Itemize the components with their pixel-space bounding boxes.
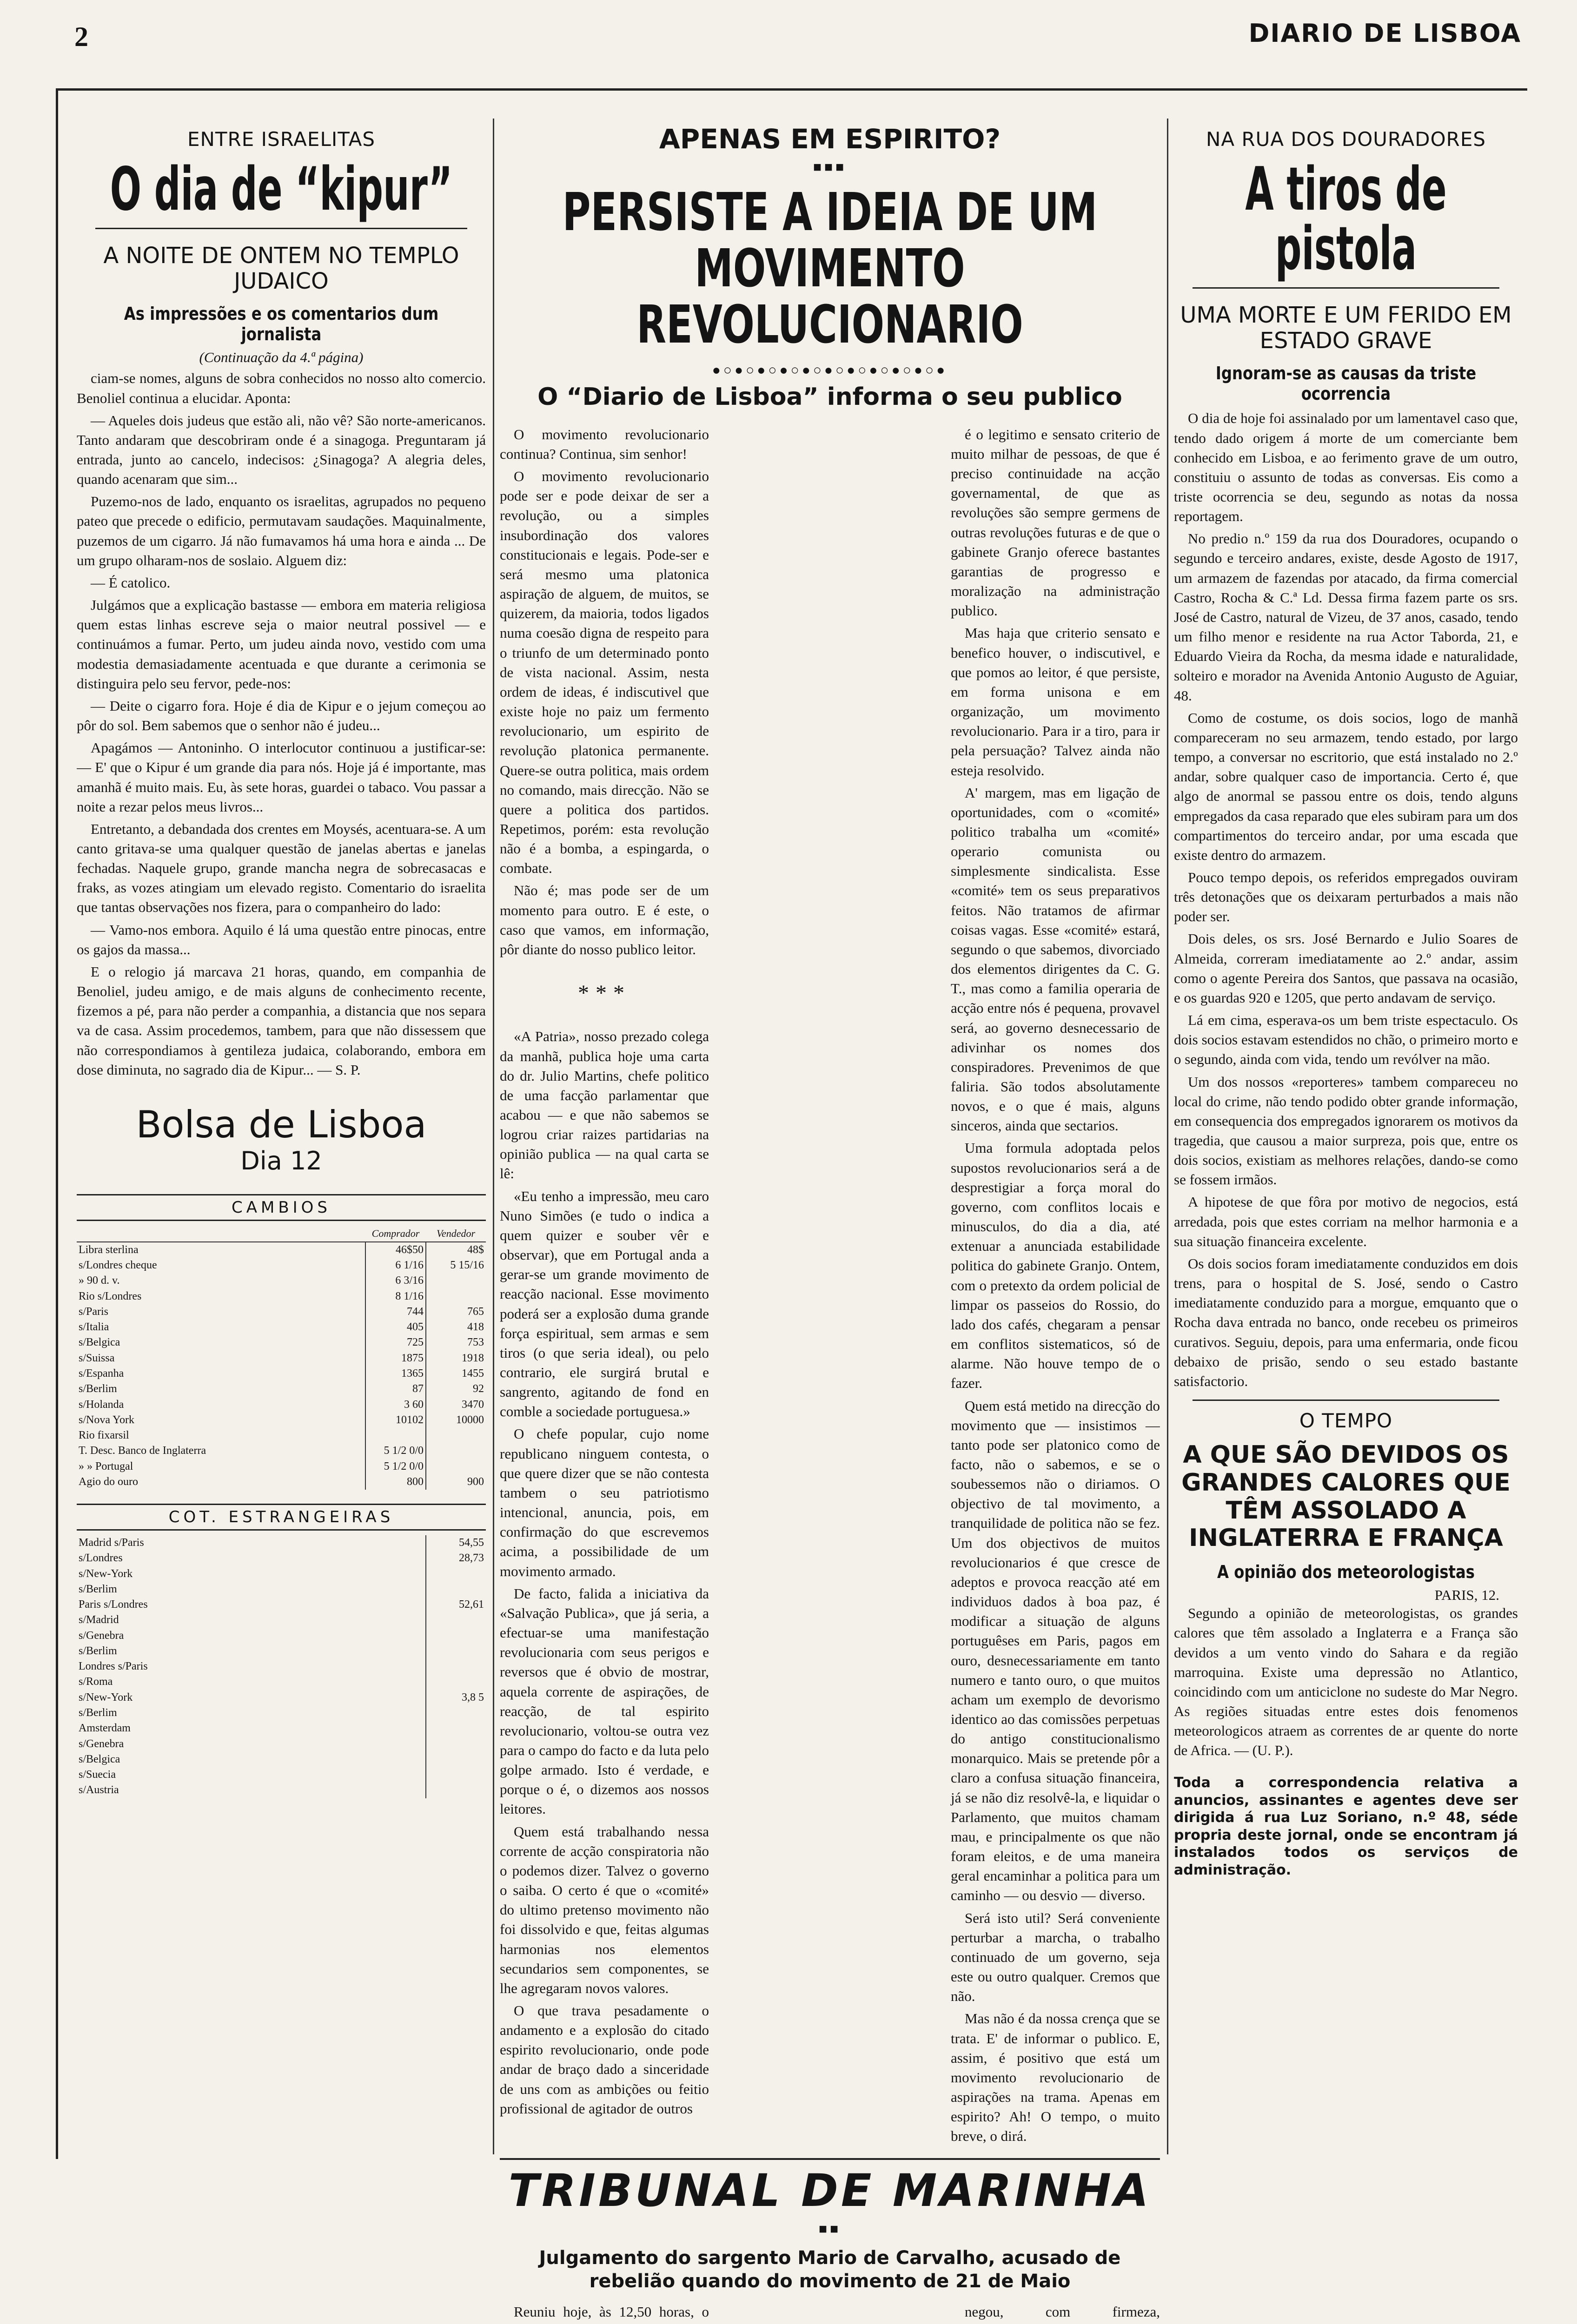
paragraph: O que trava pesadamente o andamento e a explosão do citado espirito revolucionario, onde pode andar de braço dado a sinceridade de uns com as ambições ou feitio profissional de agitador de outros bbox=[500, 2002, 709, 2117]
paragraph: «Eu tenho a impressão, meu caro Nuno Simões (e tudo o indica a quem quizer e souber vêr e observar), que em Portugal anda a gerar-se um grande movimento de reacção nacional. Esse movimento poderá ser a explosão duma grande força espiritual, sem armas e sem tiros (o que seria ideal), ou pelo contrario, ele surgirá brutal e sangrento, agitando de fond en comble a sociedade portuguesa.» bbox=[500, 1188, 709, 1420]
table-row bbox=[77, 1351, 486, 1366]
cell-label: Agio do ouro bbox=[79, 1475, 138, 1488]
tribunal-columns bbox=[500, 2302, 1160, 2324]
table-row bbox=[77, 1597, 486, 1612]
tribunal-deck: Julgamento do sargento Mario de Carvalho, acusado de rebelião quando do movimento de 21 de Maio bbox=[539, 2247, 1121, 2292]
paragraph: Lá em cima, esperava-os um bem triste espectaculo. Os dois socios estavam estendidos no chão, o primeiro morto e o segundo, ainda com vida, tendo um revólver na mão. bbox=[1174, 1012, 1518, 1068]
table-row bbox=[77, 1783, 486, 1798]
table-row bbox=[77, 1628, 486, 1644]
cell-label: s/Italia bbox=[79, 1321, 109, 1334]
paragraph: Mas haja que criterio sensato e benefico houver, o indiscutivel, e que pomos ao leitor, é que persiste, em forma unisona e em organização, um movimento revolucionario. Para ir a tiro, para ir pela persuação? Talvez ainda não esteja resolvido. bbox=[951, 625, 1160, 779]
cell-value: 46$50 bbox=[365, 1242, 426, 1258]
cell-label: Madrid s/Paris bbox=[79, 1537, 144, 1549]
header-comprador: Comprador bbox=[365, 1226, 426, 1242]
cell-value: 753 bbox=[426, 1335, 486, 1350]
tribunal-col-a bbox=[500, 2302, 709, 2324]
table-row bbox=[77, 1659, 486, 1674]
article-col-b bbox=[951, 425, 1160, 2149]
paragraph: Os dois socios foram imediatamente conduzidos em dois trens, para o hospital de S. José, sendo o Castro imediatamente conduzido para a morgue, emquanto que o Rocha dava entrada no banco, onde recebeu os primeiros curativos. Seguiu, depois, para uma enfermaria, onde ficou debaixo de prisão, sendo o seu estado bastante satisfactorio. bbox=[1174, 1255, 1518, 1389]
cell-value: 52,61 bbox=[426, 1597, 486, 1612]
paragraph: Segundo a opinião de meteorologistas, os grandes calores que têm assolado a Inglaterra e a França são devidos a um vento vindo do Sahara e da região marroquina. Existe uma depressão no Atlantico, coincidindo com um anticiclone no sudeste do Mar Negro. As regiões situadas entre estes dois fenomenos meteorologicos atraem as correntes de ar quente do norte de Africa. — (U. P.). bbox=[1174, 1605, 1518, 1759]
estrangeiras-title: COT. ESTRANGEIRAS bbox=[77, 1504, 486, 1531]
column-rule bbox=[1167, 119, 1168, 2154]
headline: O dia de “kipur” bbox=[110, 155, 453, 224]
cell-value: 3 60 bbox=[365, 1397, 426, 1413]
table-row bbox=[77, 1242, 486, 1258]
paragraph: E o relogio já marcava 21 horas, quando, em companhia de Benoliel, judeu amigo, e de mais alguns de conhecimento recente, fizemos a pé, para não perder a companhia, a distancia que nos separa va de casa. Assim procedemos, tambem, para que não dissessem que não correspondiamos à gentileza judaica, colaborando, embora em dose diminuta, no sagrado dia de Kipur... — S. P. bbox=[77, 963, 486, 1078]
cell-label: s/Berlim bbox=[79, 1707, 117, 1719]
cell-value: 1875 bbox=[365, 1351, 426, 1366]
table-row bbox=[77, 1381, 486, 1397]
cell-value bbox=[426, 1783, 486, 1798]
cell-label: » 90 d. v. bbox=[79, 1274, 120, 1287]
paragraph: Reuniu hoje, às 12,50 horas, o bbox=[514, 2304, 709, 2320]
paragraph: No predio n.º 159 da rua dos Douradores, ocupando o segundo e terceiro andares, existe, desde Agosto de 1917, um armazem de fazendas por atacado, da firma comercial Castro, Rocha & C.ª Ld. Dessa firma fazem parte os srs. José de Castro, natural de Vizeu, de 37 anos, casado, tendo um filho menor e residente na rua Actor Taborda, 21, e Eduardo Vieira da Rocha, da mesma idade e naturalidade, solteiro e morador na Avenida Antonio Augusto de Aguiar, 48. bbox=[1174, 530, 1518, 704]
table-row bbox=[77, 1273, 486, 1288]
cell-value bbox=[426, 1443, 486, 1459]
table-row bbox=[77, 1566, 486, 1582]
column-right bbox=[1174, 109, 1518, 2150]
divider bbox=[95, 228, 467, 229]
kicker: NA RUA DOS DOURADORES bbox=[1206, 128, 1486, 151]
cell-value bbox=[426, 1582, 486, 1597]
cell-value: 6 3/16 bbox=[365, 1273, 426, 1288]
table-row bbox=[77, 1459, 486, 1474]
main-headline: PERSISTE A IDEIA DE UM MOVIMENTO REVOLUCIONARIO bbox=[562, 182, 1098, 355]
table-row bbox=[77, 1752, 486, 1767]
page-frame bbox=[56, 88, 1527, 2320]
cambios-table bbox=[77, 1226, 486, 1490]
table-row bbox=[77, 1582, 486, 1597]
cell-label: s/Austria bbox=[79, 1784, 119, 1796]
paragraph: O dia de hoje foi assinalado por um lamentavel caso que, tendo dado origem á morte de um comerciante bem conhecido em Lisboa, e ao ferimento grave de um outro, constituiu o assunto de todas as conversas. Eis como a triste ocorrencia se deu, segundo as notas da nossa reportagem. bbox=[1174, 410, 1518, 525]
cambios-title: CAMBIOS bbox=[77, 1194, 486, 1221]
estrangeiras-table bbox=[77, 1535, 486, 1798]
cell-label: s/Belgica bbox=[79, 1336, 120, 1349]
divider bbox=[1193, 287, 1499, 289]
cell-value: 1365 bbox=[365, 1366, 426, 1381]
cell-label: Londres s/Paris bbox=[79, 1660, 148, 1673]
cell-value bbox=[426, 1736, 486, 1752]
cell-value: 87 bbox=[365, 1381, 426, 1397]
top-bar bbox=[60, 19, 1521, 65]
paragraph: O movimento revolucionario continua? Continua, sim senhor! bbox=[500, 426, 709, 462]
cell-value bbox=[426, 1459, 486, 1474]
table-row bbox=[77, 1644, 486, 1659]
cell-value: 418 bbox=[426, 1320, 486, 1335]
paragraph: Quem está trabalhando nessa corrente de acção conspiratoria não o podemos dizer. Talvez o governo o saiba. O certo é que o «comité» do ultimo pretenso movimento não foi dissolvido e que, feitas algumas harmonias nos elementos secundarios sem componentes, se lhe agregaram novos valores. bbox=[500, 1823, 709, 1996]
ornament: ■■■ bbox=[813, 159, 847, 175]
column-center bbox=[500, 109, 1160, 2324]
cell-value bbox=[426, 1612, 486, 1628]
column-rule bbox=[493, 119, 494, 2154]
cell-label: Rio s/Londres bbox=[79, 1290, 142, 1302]
paragraph: O movimento revolucionario pode ser e pode deixar de ser a revolução, ou a simples insubordinação dos valores constitucionais e legais. Pode-ser e será mesmo uma platonica aspiração de alguem, de muitos, se quizerem, da maioria, todos ligados numa coesão digna de respeito para o triunfo de um determinado ponto de vista nacional. Assim, nesta ordem de ideas, é indiscutivel que existe hoje no paiz um fermento revolucionario, um espirito de revolução platonica permanente. Quere-se outra politica, mais ordem no comando, mais direcção. Não se quere a politica dos partidos. Repetimos, porém: esta revolução não é a bomba, a espingarda, o combate. bbox=[500, 468, 709, 877]
cell-label: s/Berlim bbox=[79, 1583, 117, 1595]
cell-value bbox=[426, 1752, 486, 1767]
paragraph: A' margem, mas em ligação de oportunidades, com o «comité» politico trabalha um «comité» operario comunista ou simplesmente sindicalista. Esse «comité» tem os seus preparativos feitos. Não tratamos de afirmar coisas vagas. Esse «comité» estará, segundo o que sabemos, divorciado dos elementos dirigentes da C. G. T., mas como a familia operaria de acção entre nós é pequena, provavel será, ao governo desnecessario de adivinhar os nomes dos conspiradores. Prevenimos de que faliria. São todos absolutamente novos, e o que é mais, alguns sinceros, ainda que sectarios. bbox=[951, 784, 1160, 1134]
cell-value: 5 1/2 0/0 bbox=[365, 1459, 426, 1474]
table-row bbox=[77, 1690, 486, 1705]
cell-label: s/Belgica bbox=[79, 1753, 120, 1765]
cell-value bbox=[426, 1273, 486, 1288]
cell-value: 3470 bbox=[426, 1397, 486, 1413]
article-body bbox=[77, 369, 486, 1079]
small-headline: Ignoram-se as causas da triste ocorrencia bbox=[1215, 363, 1477, 404]
cell-value: 6 1/16 bbox=[365, 1258, 426, 1273]
cell-value: 800 bbox=[365, 1474, 426, 1490]
cell-value bbox=[426, 1428, 486, 1443]
column-left bbox=[77, 109, 486, 2150]
masthead: DIARIO DE LISBOA bbox=[1248, 19, 1521, 48]
deck: O “Diario de Lisboa” informa o seu publico bbox=[537, 383, 1122, 411]
cell-value: 1918 bbox=[426, 1351, 486, 1366]
header-vendedor: Vendedor bbox=[426, 1226, 486, 1242]
small-headline: As impressões e os comentarios dum jornalista bbox=[124, 304, 439, 345]
paragraph: A hipotese de que fôra por motivo de negocios, está arredada, pois que estes corriam na melhor harmonia e a sua situação financeira excelente. bbox=[1174, 1194, 1518, 1249]
cell-value bbox=[426, 1659, 486, 1674]
cell-label: s/Londres cheque bbox=[79, 1259, 157, 1272]
cell-value: 8 1/16 bbox=[365, 1289, 426, 1304]
table-row bbox=[77, 1258, 486, 1273]
paragraph: Como de costume, os dois socios, logo de manhã compareceram no seu armazem, tendo estado, por largo tempo, a conversar no escritorio, que está instalado no 2.º andar, sobre qualquer caso de importancia. Certo é, que algo de anormal se passou entre os dois, tendo alguns empregados da casa reparado que eles subiram para um dos compartimentos do terceiro andar, por uma escada que existe dentro do armazem. bbox=[1174, 709, 1518, 863]
paragraph: Julgámos que a explicação bastasse — embora em materia religiosa quem estas linhas escreve seja o maior neutral possivel — e continuámos a fumar. Perto, um judeu ainda novo, vestido com uma modestia demasiadamente acentuada e que durante a cerimonia se distinguira pelo seu fervor, pede-nos: bbox=[77, 597, 486, 692]
paragraph: Uma formula adoptada pelos supostos revolucionarios será a de desprestigiar a força moral do governo, com conflitos locais e minusculos, do dia a dia, até extenuar a anunciada estabilidade politica do gabinete Granjo. Ontem, com o pretexto da ordem policial de limpar os passeios do Rossio, do lado dos cafés, chegaram a pensar em conflitos sistematicos, só de alarme. Não houve tempo de o fazer. bbox=[951, 1140, 1160, 1392]
cell-label: s/New-York bbox=[79, 1691, 133, 1703]
paragraph: Não é; mas pode ser de um momento para outro. E é este, o caso que vamos, em informação, pôr diante do nosso publico leitor. bbox=[500, 882, 709, 957]
cell-label: s/Suissa bbox=[79, 1352, 115, 1364]
paragraph: Um dos nossos «reporteres» tambem compareceu no local do crime, não tendo podido obter grande informação, em consequencia dos empregados ignorarem os motivos da tragedia, que causou a maior surpreza, pois que, entre os dois socios, existiam as melhores relações, dando-se como se fossem irmãos. bbox=[1174, 1073, 1518, 1188]
paragraph: Quem está metido na direcção do movimento que — insistimos — tanto pode ser platonico como de facto, não o sabemos, e se o soubessemos não o diriamos. O objectivo de tal movimento, a tranquilidade de politica não se fez. Um dos objectivos de muitos revolucionarios é que cresce de adeptos e provoca reacção até em individuos dados à boa paz, é modificar a situação de alguns portuguêses em Paris, pagos em ouro, desnecessariamente em tanto numero e tanto ouro, o que muitos acham um exemplo de devorismo identico ao das comissões perpetuas do antigo constitucionalismo monarquico. Mais se pretende pôr a claro a confusa situação financeira, já se não diz resolvê-la, e liquidar o Parlamento, que muitos chamam mau, e principalmente os que não foram eleitos, e de uma maneira geral encaminhar a politica para um caminho — ou desvio — diverso. bbox=[951, 1397, 1160, 1904]
paragraph: é o legitimo e sensato criterio de muito milhar de pessoas, de que é preciso continuidade na acção governamental, de que as revoluções são sempre germens de outras revoluções futuras e de que o gabinete Granjo oferece bastantes garantias de progresso e moralização na administração publico. bbox=[951, 426, 1160, 619]
paragraph: De facto, falida a iniciativa da «Salvação Publica», que já seria, a efectuar-se uma manifestação revolucionaria com seus perigos e reversos que é obvio de mostrar, aquela corrente de aspirações, de reacção, de tal espirito revolucionario, voltou-se outra vez para o campo do facto e da luta pelo golpe armado. Isto é verdade, e porque o é, o dizemos aos nossos leitores. bbox=[500, 1585, 709, 1817]
table-row bbox=[77, 1705, 486, 1721]
cell-value bbox=[426, 1628, 486, 1644]
cell-label: s/Nova York bbox=[79, 1413, 135, 1426]
cell-value bbox=[365, 1428, 426, 1443]
cell-value: 725 bbox=[365, 1335, 426, 1350]
cell-label: s/New-York bbox=[79, 1567, 133, 1580]
paragraph: O chefe popular, cujo nome republicano ninguem contesta, o que quere dizer que se não contesta tambem o seu patriotismo intencional, anuncia, pois, em confirmação do que escrevemos acima, a possibilidade de um movimento armado. bbox=[500, 1426, 709, 1579]
ornament: ■■ bbox=[818, 2221, 842, 2237]
cell-value: 5 1/2 0/0 bbox=[365, 1443, 426, 1459]
cell-label: s/Paris bbox=[79, 1305, 109, 1318]
cell-label: s/Londres bbox=[79, 1552, 123, 1565]
cell-value: 1455 bbox=[426, 1366, 486, 1381]
table-row bbox=[77, 1335, 486, 1350]
cell-value: 10000 bbox=[426, 1413, 486, 1428]
cell-label: s/Genebra bbox=[79, 1737, 124, 1750]
cell-value bbox=[426, 1705, 486, 1721]
cell-value: 405 bbox=[365, 1320, 426, 1335]
cell-value: 92 bbox=[426, 1381, 486, 1397]
table-row bbox=[77, 1612, 486, 1628]
cell-label: s/Roma bbox=[79, 1676, 113, 1688]
paragraph: — É catolico. bbox=[91, 574, 171, 591]
table-row bbox=[77, 1736, 486, 1752]
cell-value: 744 bbox=[365, 1304, 426, 1320]
cell-label: Libra sterlina bbox=[79, 1243, 139, 1256]
table-row bbox=[77, 1721, 486, 1736]
table-row bbox=[77, 1443, 486, 1459]
paragraph: Entretanto, a debandada dos crentes em Moysés, acentuara-se. A um canto gritava-se uma qualquer questão de janelas abertas e janelas fechadas. Naquele grupo, grande mancha negra de sobrecasacas e fraks, as vozes atingiam um elevado registo. Comentario do israelita que tantas observações nos fizera, para o companheiro do lado: bbox=[77, 820, 486, 916]
page-number: 2 bbox=[74, 21, 88, 52]
cell-value: 765 bbox=[426, 1304, 486, 1320]
paragraph: Pouco tempo depois, os referidos empregados ouviram três detonações que os deixaram perturbados a mais não poder ser. bbox=[1174, 869, 1518, 925]
administration-notice: Toda a correspondencia relativa a anuncios, assinantes e agentes deve ser dirigida á rua Luz Soriano, n.º 48, séde propria deste jornal, onde se encontram já instalados todos os serviços de administração. bbox=[1174, 1775, 1518, 1878]
cell-value bbox=[426, 1674, 486, 1690]
paragraph: — Deite o cigarro fora. Hoje é dia de Kipur e o jejum começou ao pôr do sol. Bem sabemos que o senhor não é judeu... bbox=[77, 697, 486, 734]
cell-value bbox=[426, 1644, 486, 1659]
tempo-body bbox=[1174, 1604, 1518, 1760]
cell-label: » » Portugal bbox=[79, 1460, 133, 1472]
paragraph: negou, com firmeza, bbox=[965, 2304, 1160, 2320]
cell-label: Rio fixarsil bbox=[79, 1429, 129, 1442]
table-row bbox=[77, 1397, 486, 1413]
cell-value bbox=[426, 1289, 486, 1304]
bolsa-title: Bolsa de Lisboa bbox=[136, 1103, 427, 1146]
cell-value: 28,73 bbox=[426, 1551, 486, 1566]
divider bbox=[1193, 1400, 1499, 1401]
cell-value: 5 15/16 bbox=[426, 1258, 486, 1273]
table-row bbox=[77, 1767, 486, 1783]
cell-label: s/Espanha bbox=[79, 1367, 124, 1380]
tempo-headline: A QUE SÃO DEVIDOS OS GRANDES CALORES QUE TÊM ASSOLADO A INGLATERRA E FRANÇA bbox=[1181, 1441, 1511, 1552]
article-body bbox=[1174, 409, 1518, 1391]
cell-value: 48$ bbox=[426, 1242, 486, 1258]
cell-value: 54,55 bbox=[426, 1535, 486, 1551]
table-row bbox=[77, 1320, 486, 1335]
cell-label: s/Suecia bbox=[79, 1769, 116, 1781]
cell-value: 3,8 5 bbox=[426, 1690, 486, 1705]
paragraph: Mas não é da nossa crença que se trata. E' de informar o publico. E, assim, é positivo que está um movimento revolucionario de aspirações na trama. Apenas em espirito? Ah! O tempo, o muito breve, o dirá. bbox=[951, 2010, 1160, 2145]
separator: *** bbox=[578, 981, 631, 1006]
tempo-subhead: A opinião dos meteorologistas bbox=[1217, 1562, 1475, 1583]
table-row bbox=[77, 1474, 486, 1490]
cell-label: T. Desc. Banco de Inglaterra bbox=[79, 1445, 206, 1457]
dateline: PARIS, 12. bbox=[1434, 1587, 1499, 1604]
paragraph: Apagámos — Antoninho. O interlocutor continuou a justificar-se: — E' que o Kipur é um grande dia para nós. Hoje já é importante, mas amanhã é muito mais. Eu, às sete horas, guardei o tabaco. Vou passar a noite a rezar pelos meus livros... bbox=[77, 739, 486, 815]
paragraph: — Aqueles dois judeus que estão ali, não vê? São norte-americanos. Tanto andaram que descobriram onde é a sinagoga. Preguntaram já entrada, junto ao cancelo, indecisos: ¿Sinagoga? A alegria deles, quando acenaram que sim... bbox=[77, 412, 486, 488]
table-row bbox=[77, 1366, 486, 1381]
cell-label: Paris s/Londres bbox=[79, 1598, 148, 1611]
cell-value: 10102 bbox=[365, 1413, 426, 1428]
table-row bbox=[77, 1304, 486, 1320]
bolsa-day: Dia 12 bbox=[240, 1146, 322, 1175]
table-row bbox=[77, 1535, 486, 1551]
cell-label: s/Berlim bbox=[79, 1644, 117, 1657]
article-col-a bbox=[500, 425, 709, 2149]
subhead: A NOITE DE ONTEM NO TEMPLO JUDAICO bbox=[103, 243, 459, 295]
top-headline: APENAS EM ESPIRITO? bbox=[659, 123, 1001, 155]
tempo-title: O TEMPO bbox=[1299, 1409, 1393, 1433]
table-row bbox=[77, 1289, 486, 1304]
ornament: ●○●○●○●○●○●○●○●○●○●○● bbox=[712, 362, 948, 378]
subhead: UMA MORTE E UM FERIDO EM ESTADO GRAVE bbox=[1180, 302, 1512, 354]
continuation-note: (Continuação da 4.ª página) bbox=[199, 349, 364, 366]
paragraph: «A Patria», nosso prezado colega da manhã, publica hoje uma carta do dr. Julio Martins, chefe politico de uma facção parlamentar que acabou — e que não sabemos se logrou criar raizes partidarias na opinião publica — na qual carta se lê: bbox=[500, 1028, 709, 1182]
paragraph: ciam-se nomes, alguns de sobra conhecidos no nosso alto comercio. Benoliel continua a elucidar. Aponta: bbox=[77, 370, 486, 406]
cell-value: 900 bbox=[426, 1474, 486, 1490]
paragraph: Será isto util? Será conveniente perturbar a marcha, o trabalho continuado de um governo, seja este ou outro qualquer. Cremos que não. bbox=[951, 1909, 1160, 2005]
paragraph: Dois deles, os srs. José Bernardo e Julio Soares de Almeida, correram imediatamente ao 2.º andar, assim como o agente Pereira dos Santos, que passava na ocasião, e os guardas 920 e 1205, que perto andavam de serviço. bbox=[1174, 931, 1518, 1006]
article-columns bbox=[500, 425, 1160, 2149]
cell-label: s/Madrid bbox=[79, 1614, 119, 1626]
headline: A tiros de pistola bbox=[1245, 155, 1447, 284]
cell-label: Amsterdam bbox=[79, 1722, 131, 1735]
table-row bbox=[77, 1413, 486, 1428]
tribunal-col-b bbox=[951, 2302, 1160, 2324]
cell-value bbox=[426, 1767, 486, 1783]
cell-label: s/Genebra bbox=[79, 1629, 124, 1642]
table-row bbox=[77, 1551, 486, 1566]
kicker: ENTRE ISRAELITAS bbox=[187, 128, 376, 151]
tribunal-headline: TRIBUNAL DE MARINHA bbox=[500, 2158, 1160, 2217]
cell-label: s/Holanda bbox=[79, 1398, 124, 1411]
cell-value bbox=[426, 1721, 486, 1736]
cell-value bbox=[426, 1566, 486, 1582]
table-row bbox=[77, 1428, 486, 1443]
paragraph: — Vamo-nos embora. Aquilo é lá uma questão entre pinocas, entre os gajos da massa... bbox=[77, 921, 486, 957]
cell-label: s/Berlim bbox=[79, 1383, 117, 1395]
table-row bbox=[77, 1674, 486, 1690]
paragraph: Puzemo-nos de lado, enquanto os israelitas, agrupados no pequeno pateo que precede o edificio, permutavam saudações. Maquinalmente, puzemos de um cigarro. Já não fumavamos há uma hora e ainda ... De um grupo olharam-nos de soslaio. Alguem diz: bbox=[77, 493, 486, 568]
